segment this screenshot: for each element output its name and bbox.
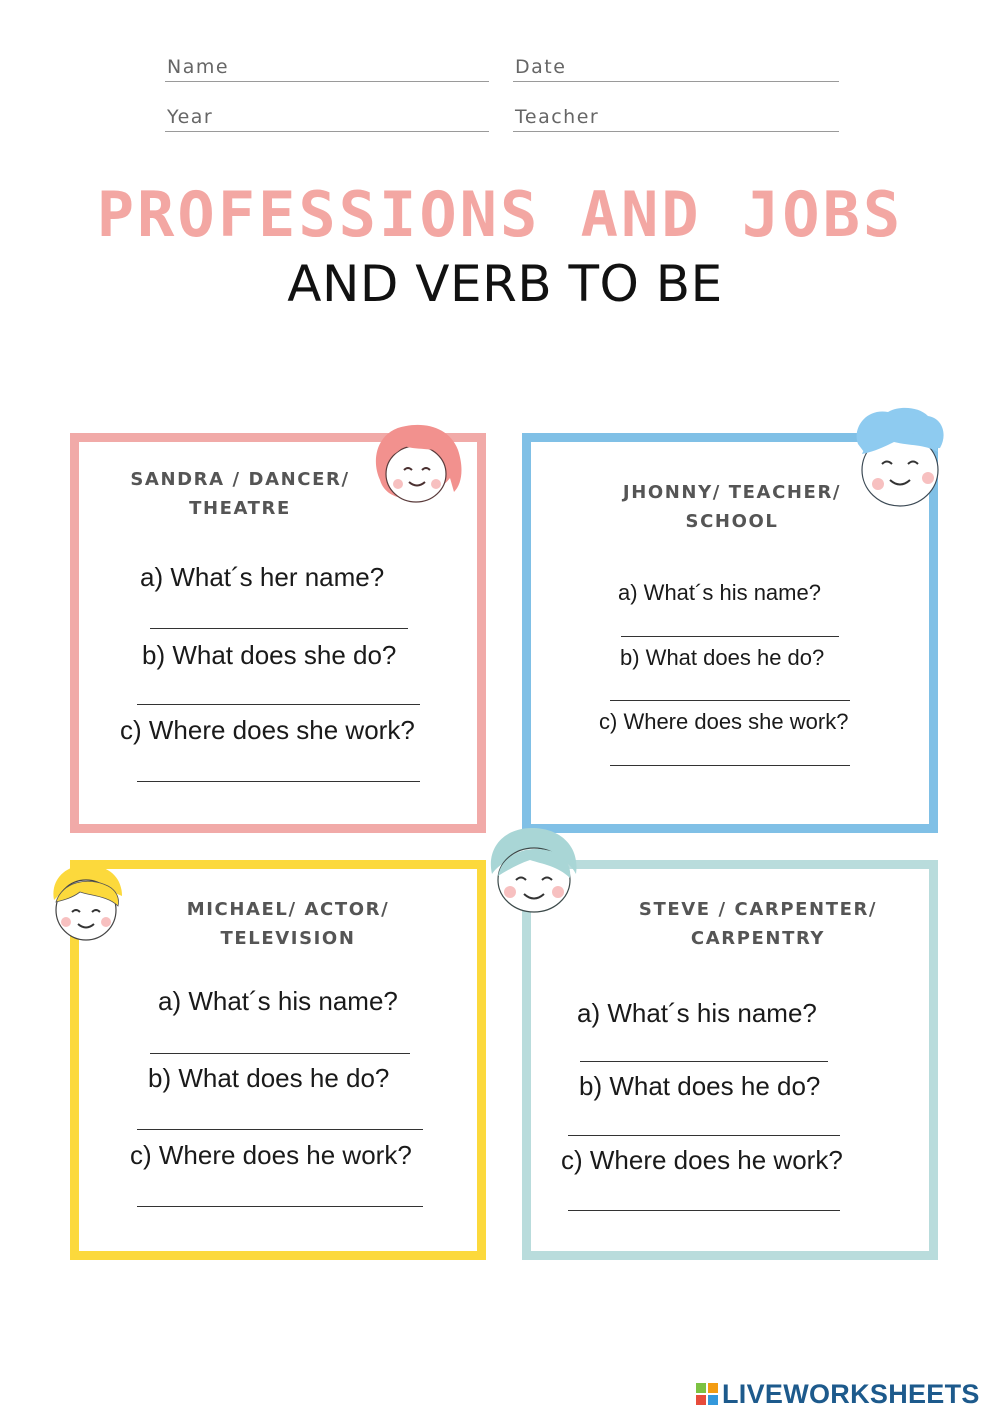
card-steve-answer-a[interactable] (580, 1061, 828, 1062)
card-michael-heading-line2: TELEVISION (220, 928, 356, 949)
card-sandra-answer-c[interactable] (137, 781, 420, 782)
card-sandra-question-b: b) What does she do? (142, 640, 397, 670)
boy-face-yellow-icon (44, 860, 130, 946)
card-steve-question-b: b) What does he do? (579, 1071, 821, 1101)
name-field[interactable] (165, 55, 489, 82)
card-michael-question-b: b) What does he do? (148, 1063, 390, 1093)
card-jhonny-heading (602, 478, 862, 536)
date-label: Date (515, 56, 567, 78)
card-sandra-question-c: c) Where does she work? (120, 715, 415, 745)
card-jhonny-heading-line1: JHONNY/ TEACHER/ (622, 482, 842, 503)
card-steve-heading (620, 895, 896, 953)
card-steve-question-c: c) Where does he work? (561, 1145, 843, 1175)
boy-face-blue-icon (844, 404, 950, 512)
year-label: Year (167, 106, 214, 128)
card-sandra-heading-line1: SANDRA / DANCER/ (130, 469, 350, 490)
card-sandra-heading-line2: THEATRE (189, 498, 291, 519)
card-sandra-question-a: a) What´s her name? (140, 562, 385, 592)
card-steve-heading-line2: CARPENTRY (690, 928, 826, 949)
card-michael-answer-c[interactable] (137, 1206, 423, 1207)
worksheet-title: PROFESSIONS AND JOBS (96, 178, 904, 251)
card-jhonny-heading-line2: SCHOOL (685, 511, 779, 532)
card-sandra-heading (110, 465, 370, 523)
liveworksheets-logo-icon (696, 1383, 718, 1405)
teacher-label: Teacher (515, 106, 600, 128)
name-label: Name (167, 56, 230, 78)
card-michael-question-a: a) What´s his name? (158, 986, 398, 1016)
card-michael-question-c: c) Where does he work? (130, 1140, 412, 1170)
card-jhonny-question-c: c) Where does she work? (599, 709, 849, 734)
card-michael-heading-line1: MICHAEL/ ACTOR/ (186, 899, 390, 920)
teacher-field[interactable] (513, 105, 839, 132)
card-jhonny-answer-a[interactable] (621, 636, 839, 637)
card-sandra-answer-b[interactable] (137, 704, 420, 705)
card-michael-heading (158, 895, 418, 953)
face-teal-icon (486, 824, 582, 916)
brand-name: LIVEWORKSHEETS (722, 1379, 980, 1409)
liveworksheets-logo[interactable] (696, 1378, 996, 1410)
card-jhonny-answer-c[interactable] (610, 765, 850, 766)
card-steve-answer-b[interactable] (568, 1135, 840, 1136)
card-sandra-answer-a[interactable] (150, 628, 408, 629)
card-steve-heading-line1: STEVE / CARPENTER/ (638, 899, 878, 920)
date-field[interactable] (513, 55, 839, 82)
card-michael-answer-a[interactable] (150, 1053, 410, 1054)
card-steve-answer-c[interactable] (568, 1210, 840, 1211)
card-jhonny-answer-b[interactable] (610, 700, 850, 701)
worksheet-subtitle: AND VERB TO BE (287, 255, 723, 313)
card-jhonny-question-b: b) What does he do? (620, 645, 825, 670)
year-field[interactable] (165, 105, 489, 132)
card-jhonny-question-a: a) What´s his name? (618, 580, 821, 605)
card-steve-question-a: a) What´s his name? (577, 998, 817, 1028)
card-michael-answer-b[interactable] (137, 1129, 423, 1130)
girl-face-icon (366, 418, 470, 510)
